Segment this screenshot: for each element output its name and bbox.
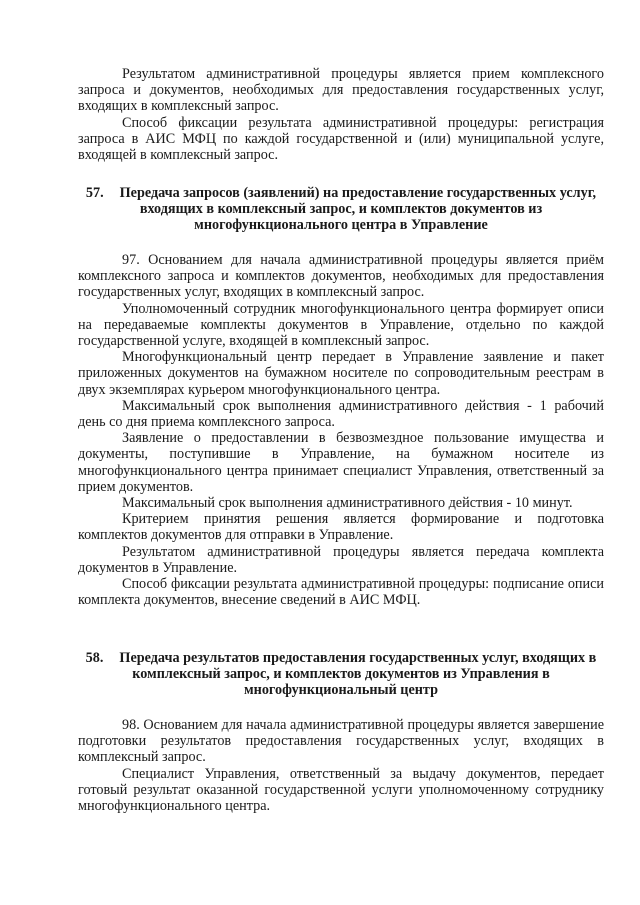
paragraph: Многофункциональный центр передает в Управление заявление и пакет приложенных документов на бумажном носителе по сопроводительным реестрам в двух экземплярах курьером многофункционального центра.	[78, 349, 604, 398]
section-title: Передача запросов (заявлений) на предоставление государственных услуг, входящих в комплексный запрос, и комплектов документов из многофункционального центра в Управление	[119, 185, 597, 234]
paragraph: Критерием принятия решения является формирование и подготовка комплектов документов для отправки в Управление.	[78, 511, 604, 544]
paragraph: Максимальный срок выполнения административного действия - 1 рабочий день со дня приема комплексного запроса.	[78, 397, 604, 431]
section-title: Передача результатов предоставления государственных услуг, входящих в комплексный запрос, и комплектов документов из Управления в многофункциональный центр	[119, 650, 597, 699]
section-number: 57.	[85, 185, 104, 201]
paragraph: 98. Основанием для начала административной процедуры является завершение подготовки результатов предоставления государственных услуг, входящих в комплексный запрос.	[78, 717, 604, 766]
section-58-heading	[78, 650, 604, 699]
section-57-heading	[78, 185, 604, 234]
paragraph: Способ фиксации результата административной процедуры: подписание описи комплекта документов, внесение сведений в АИС МФЦ.	[78, 576, 604, 609]
paragraph-group-1	[78, 66, 604, 163]
paragraph: Результатом административной процедуры является передача комплекта документов в Управление.	[78, 543, 604, 576]
paragraph: Максимальный срок выполнения административного действия - 10 минут.	[122, 495, 573, 512]
paragraph: Способ фиксации результата административной процедуры: регистрация запроса в АИС МФЦ по каждой государственной и (или) муниципальной услуге, входящей в комплексный запрос.	[78, 114, 604, 164]
paragraph: Специалист Управления, ответственный за выдачу документов, передает готовый результат оказанной государственной услуги уполномоченному сотруднику многофункционального центра.	[78, 765, 604, 815]
paragraph: Уполномоченный сотрудник многофункционального центра формирует описи на передаваемые комплекты документов в Управление, отдельно по каждой государственной услуге, входящей в комплексный запрос.	[78, 300, 604, 350]
section-number: 58.	[85, 650, 104, 666]
paragraph: Результатом административной процедуры является прием комплексного запроса и документов, необходимых для предоставления государственных услуг, входящих в комплексный запрос.	[78, 66, 604, 115]
paragraph: 97. Основанием для начала административной процедуры является приём комплексного запроса и комплектов документов, необходимых для предоставления государственных услуг, входящих в комплексный запрос.	[78, 252, 604, 301]
paragraph-group-2	[78, 252, 604, 608]
paragraph-group-3	[78, 717, 604, 814]
paragraph: Заявление о предоставлении в безвозмездное пользование имущества и документы, поступившие в Управление, на бумажном носителе из многофункционального центра принимает специалист Управления, ответственный за прием документов.	[78, 430, 604, 495]
